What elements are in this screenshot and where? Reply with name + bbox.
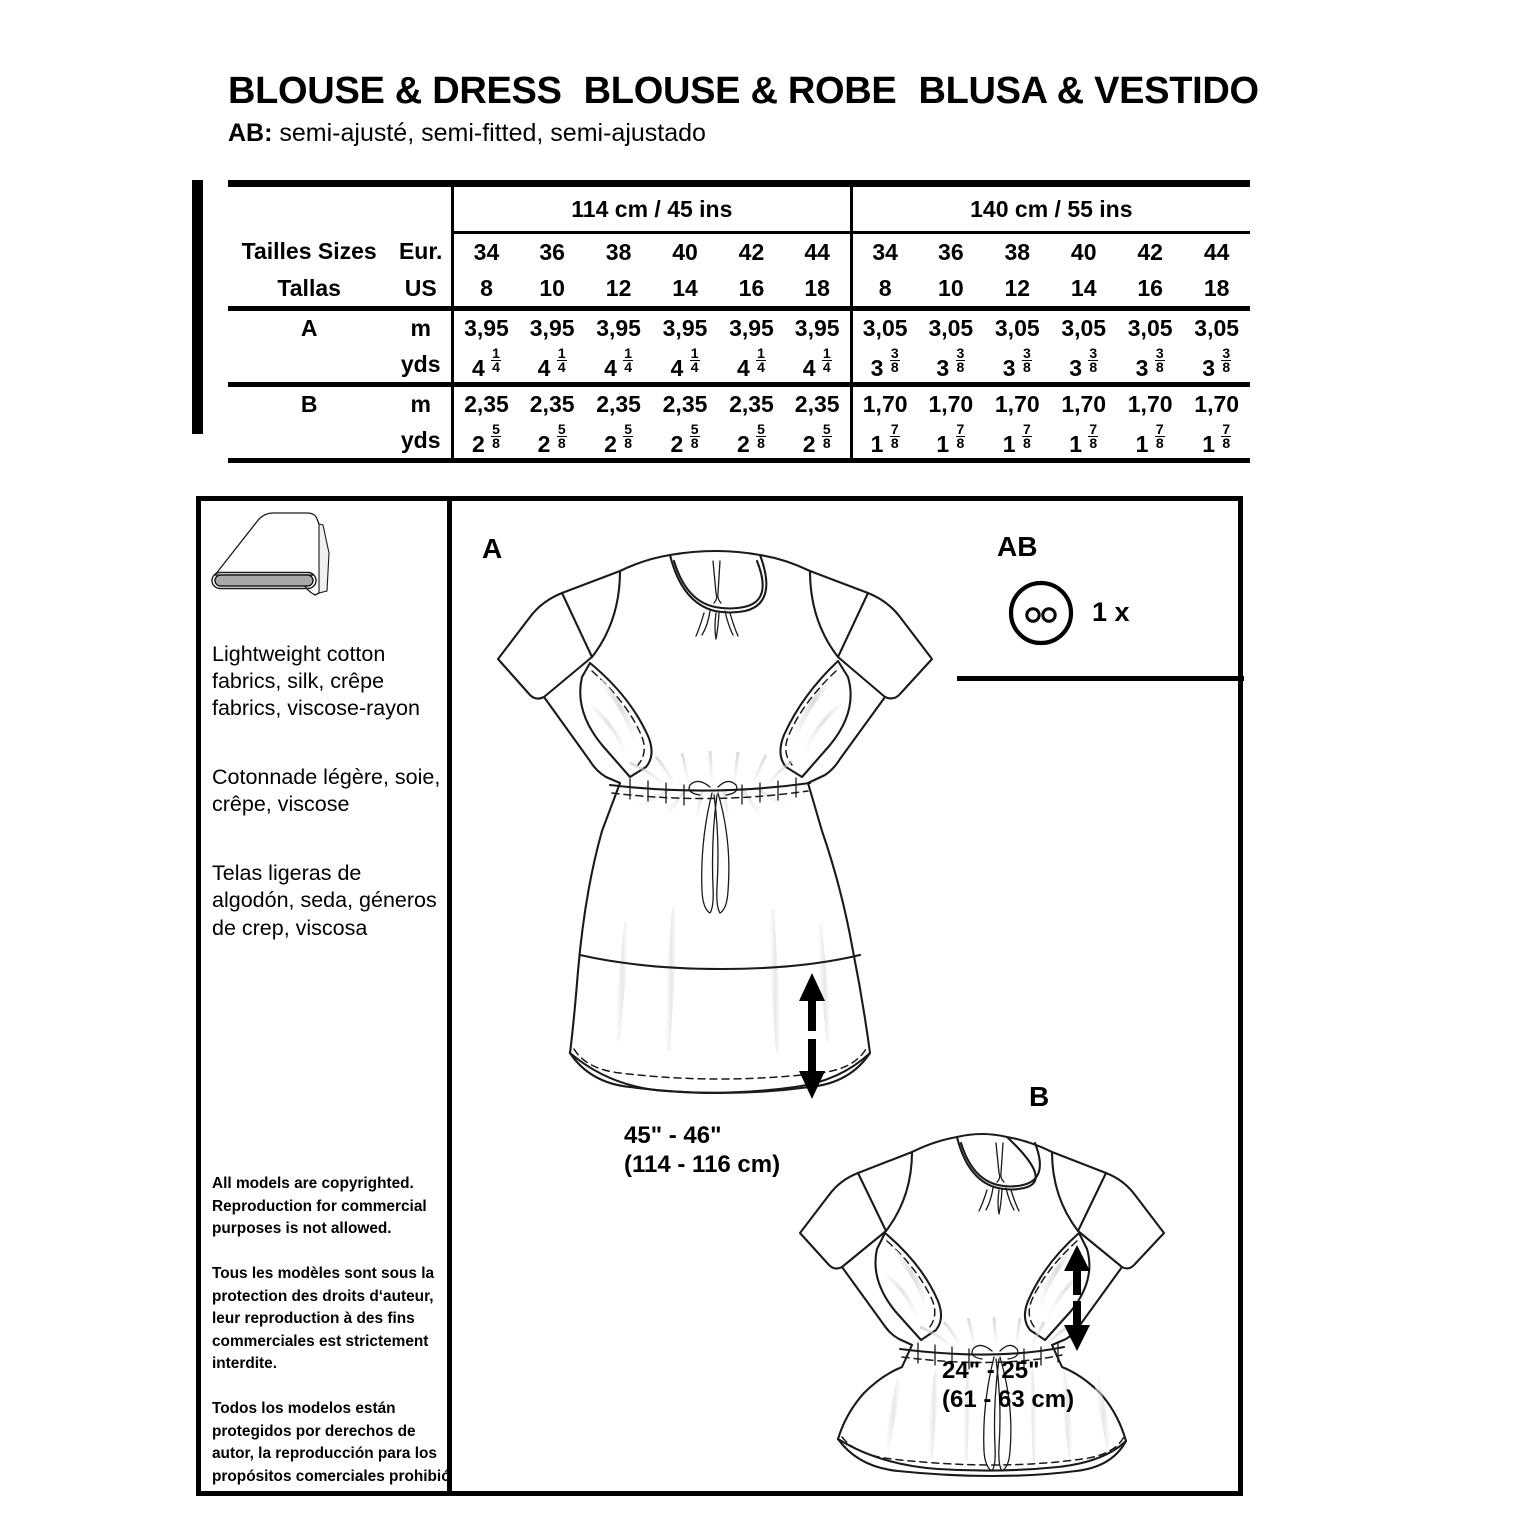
- b-g1-m-3: 2,35: [662, 391, 708, 418]
- blouse-length-arrow: [1057, 1243, 1097, 1353]
- table-row-view-b-yards: [228, 423, 1250, 461]
- unit-yds-b: yds: [390, 423, 452, 461]
- eur-size-g2-4: 42: [1137, 238, 1163, 265]
- unit-m-b: m: [390, 385, 452, 423]
- blouse-length-caption: [942, 1356, 1074, 1415]
- eur-size-g2-5: 44: [1203, 238, 1230, 265]
- subtitle-views-label: AB:: [228, 118, 273, 147]
- b-g1-yds-4: 2 $\frac{5}{8}$: [736, 420, 765, 457]
- a-g1-m-5: 3,95: [794, 315, 840, 342]
- a-g1-yds-4: 4 $\frac{1}{4}$: [736, 344, 765, 381]
- fabric-width-group-1: 114 cm / 45 ins: [453, 184, 852, 233]
- table-row-us-sizes: [228, 271, 1250, 309]
- a-g1-m-3: 3,95: [662, 315, 708, 342]
- eur-size-g1-4: 42: [738, 238, 765, 265]
- b-g2-m-5: 1,70: [1194, 391, 1240, 418]
- b-g1-m-5: 2,35: [794, 391, 840, 418]
- view-b-illustration-label: B: [1029, 1081, 1050, 1112]
- fabric-suggestions-column: [201, 501, 452, 1491]
- a-g2-m-4: 3,05: [1127, 315, 1173, 342]
- b-g1-m-0: 2,35: [464, 391, 509, 418]
- table-accent-bar: [192, 180, 203, 434]
- fabric-suggestions-text: [212, 641, 448, 942]
- dress-length-arrow: [792, 971, 832, 1101]
- b-g2-yds-5: 1 $\frac{7}{8}$: [1202, 420, 1231, 457]
- a-g2-yds-5: 3 $\frac{3}{8}$: [1202, 344, 1231, 381]
- b-g2-yds-4: 1 $\frac{7}{8}$: [1135, 420, 1164, 457]
- spacer-cell: [228, 184, 390, 233]
- table-row-view-a-yards: [228, 347, 1250, 385]
- b-g2-m-0: 1,70: [851, 385, 917, 423]
- fabric-bolt-icon: [211, 507, 381, 602]
- eur-size-g2-0: 34: [851, 233, 917, 271]
- dress-length-cm: (114 - 116 cm): [624, 1151, 781, 1179]
- a-g2-yds-2: 3 $\frac{3}{8}$: [1002, 344, 1031, 381]
- a-g1-m-0: 3,95: [464, 315, 509, 342]
- b-g1-m-2: 2,35: [596, 391, 641, 418]
- spacer-cell-unit: [390, 184, 452, 233]
- unit-us: US: [390, 271, 452, 309]
- b-g2-m-1: 1,70: [928, 391, 974, 418]
- b-g2-yds-1: 1 $\frac{7}{8}$: [936, 420, 965, 457]
- unit-eur: Eur.: [390, 233, 452, 271]
- a-g2-yds-1: 3 $\frac{3}{8}$: [936, 344, 965, 381]
- dress-illustration-view-a: [470, 531, 990, 1141]
- fabric-suggestion-es: Telas ligeras de algodón, seda, géneros de crep, viscosa: [212, 861, 437, 940]
- sizes-label-line2: Tallas: [277, 274, 341, 301]
- notions-group-label: AB: [997, 531, 1038, 562]
- us-size-g2-0: 8: [851, 271, 917, 309]
- a-g1-yds-1: 4 $\frac{1}{4}$: [537, 344, 566, 381]
- copyright-es: Todos los modelos están protegidos por derechos de autor, la reproducción para los propósitos comerciales prohibió: [212, 1400, 451, 1486]
- eur-size-g1-2: 38: [605, 238, 632, 265]
- notions-box: [957, 501, 1244, 681]
- us-size-g2-4: 16: [1137, 274, 1163, 301]
- dress-length-inches: 45" - 46": [624, 1122, 722, 1149]
- view-a-illustration-label: A: [482, 533, 503, 564]
- table-row-view-a-meters: [228, 309, 1250, 347]
- spacer-cell: [228, 347, 390, 385]
- a-g2-yds-0: 3 $\frac{3}{8}$: [851, 347, 917, 385]
- us-size-g1-3: 14: [672, 274, 698, 301]
- yardage-table: [228, 180, 1250, 463]
- copyright-notice: [212, 1173, 452, 1489]
- eur-size-g1-5: 44: [804, 238, 830, 265]
- table-row-fabric-widths: [228, 184, 1250, 233]
- blouse-length-inches: 24" - 25": [942, 1357, 1040, 1384]
- blouse-illustration-view-b: [752, 1121, 1242, 1491]
- a-g2-m-5: 3,05: [1194, 315, 1240, 342]
- b-g1-yds-3: 2 $\frac{5}{8}$: [670, 420, 699, 457]
- b-g1-yds-5: 2 $\frac{5}{8}$: [802, 420, 831, 457]
- view-b-label: B: [300, 391, 318, 418]
- b-g1-yds-0: 2 $\frac{5}{8}$: [471, 420, 500, 457]
- fabric-suggestion-fr: Cotonnade légère, soie, crêpe, viscose: [212, 765, 441, 817]
- us-size-g2-2: 12: [1004, 274, 1031, 301]
- page-title: [228, 72, 1258, 112]
- b-g1-yds-1: 2 $\frac{5}{8}$: [537, 420, 566, 457]
- yardage-table-container: [228, 180, 1250, 463]
- subtitle-fit-description: semi-ajusté, semi-fitted, semi-ajustado: [279, 118, 706, 147]
- a-g1-m-2: 3,95: [596, 315, 641, 342]
- two-hole-button-icon: [1007, 579, 1075, 647]
- eur-size-g1-1: 36: [539, 238, 565, 265]
- b-g2-yds-0: 1 $\frac{7}{8}$: [851, 423, 917, 461]
- eur-size-g2-3: 40: [1070, 238, 1097, 265]
- us-size-g1-5: 18: [804, 274, 830, 301]
- us-size-g1-1: 10: [539, 274, 565, 301]
- table-row-view-b-meters: [228, 385, 1250, 423]
- us-size-g1-4: 16: [738, 274, 765, 301]
- a-g2-m-0: 3,05: [851, 309, 917, 347]
- us-size-g1-0: 8: [480, 274, 493, 301]
- illustrations-column: [452, 501, 1238, 1491]
- us-size-g2-5: 18: [1203, 274, 1230, 301]
- unit-m-a: m: [390, 309, 452, 347]
- b-g2-m-4: 1,70: [1127, 391, 1173, 418]
- eur-size-g2-2: 38: [1004, 238, 1031, 265]
- title-segment-fr: BLOUSE & ROBE: [583, 70, 897, 112]
- a-g1-yds-2: 4 $\frac{1}{4}$: [604, 344, 633, 381]
- unit-yds-a: yds: [390, 347, 452, 385]
- sizes-label-line1: Tailles Sizes: [241, 238, 377, 264]
- eur-size-g1-3: 40: [672, 238, 698, 265]
- copyright-en: All models are copyrighted. Reproduction for commercial purposes is not allowed.: [212, 1175, 427, 1238]
- a-g2-m-1: 3,05: [928, 315, 974, 342]
- fabric-width-group-2: 140 cm / 55 ins: [851, 184, 1250, 233]
- button-quantity: 1 x: [1092, 597, 1130, 627]
- a-g1-yds-0: 4 $\frac{1}{4}$: [471, 344, 500, 381]
- title-segment-en: BLOUSE & DRESS: [228, 70, 562, 112]
- a-g2-yds-4: 3 $\frac{3}{8}$: [1135, 344, 1164, 381]
- copyright-fr: Tous les modèles sont sous la protection des droits d‘auteur, leur reproduction à des fins commerciales est strictement interdite.: [212, 1264, 435, 1373]
- eur-size-g2-1: 36: [938, 238, 964, 265]
- fabric-suggestion-en: Lightweight cotton fabrics, silk, crêpe fabrics, viscose-rayon: [212, 642, 420, 721]
- blouse-length-cm: (61 - 63 cm): [942, 1386, 1075, 1414]
- eur-size-g1-0: 34: [473, 238, 500, 265]
- b-g2-yds-2: 1 $\frac{7}{8}$: [1002, 420, 1031, 457]
- subtitle: [228, 120, 1258, 148]
- a-g2-yds-3: 3 $\frac{3}{8}$: [1069, 344, 1098, 381]
- a-g1-yds-3: 4 $\frac{1}{4}$: [670, 344, 699, 381]
- table-row-eur-sizes: [228, 233, 1250, 271]
- a-g1-m-1: 3,95: [529, 315, 575, 342]
- us-size-g1-2: 12: [605, 274, 632, 301]
- b-g2-yds-3: 1 $\frac{7}{8}$: [1069, 420, 1098, 457]
- view-a-label: A: [300, 315, 318, 342]
- a-g2-m-2: 3,05: [994, 315, 1040, 342]
- us-size-g2-1: 10: [938, 274, 964, 301]
- b-g1-yds-2: 2 $\frac{5}{8}$: [604, 420, 633, 457]
- a-g2-m-3: 3,05: [1061, 315, 1107, 342]
- b-g2-m-2: 1,70: [994, 391, 1040, 418]
- lower-panel: [196, 496, 1243, 1496]
- title-segment-es: BLUSA & VESTIDO: [918, 70, 1259, 112]
- a-g1-m-4: 3,95: [729, 315, 774, 342]
- title-block: [228, 72, 1258, 147]
- b-g1-m-1: 2,35: [529, 391, 575, 418]
- us-size-g2-3: 14: [1070, 274, 1097, 301]
- spacer-cell: [228, 423, 390, 461]
- b-g2-m-3: 1,70: [1061, 391, 1107, 418]
- a-g1-yds-5: 4 $\frac{1}{4}$: [802, 344, 831, 381]
- b-g1-m-4: 2,35: [729, 391, 774, 418]
